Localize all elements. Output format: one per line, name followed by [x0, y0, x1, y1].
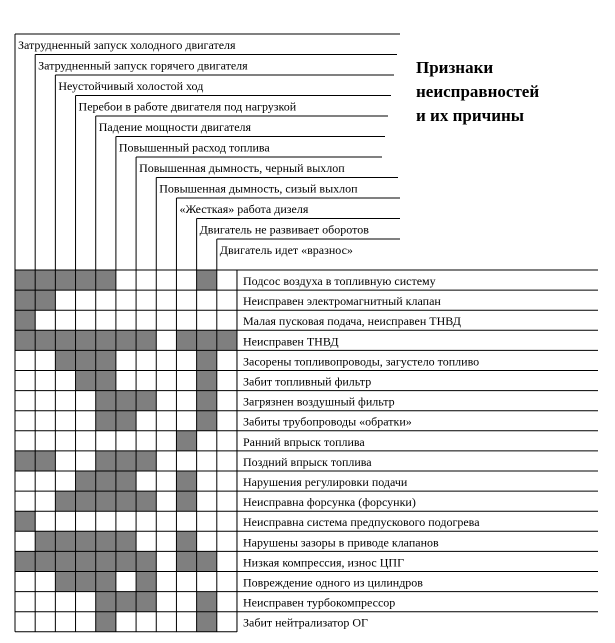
symptom-label: Двигатель идет «вразнос» [219, 243, 353, 257]
matrix-cell-filled [15, 290, 35, 310]
matrix-cell-filled [35, 330, 55, 350]
matrix-cell-filled [176, 431, 196, 451]
matrix-cell-filled [55, 531, 75, 551]
matrix-cell-filled [76, 491, 96, 511]
matrix-cell-filled [116, 531, 136, 551]
matrix-cell-filled [55, 572, 75, 592]
matrix-cell-filled [96, 572, 116, 592]
matrix-cell-filled [76, 371, 96, 391]
title-line-1: Признаки [416, 58, 494, 77]
symptom-label: Двигатель не развивает оборотов [199, 222, 369, 237]
matrix-cell-filled [197, 330, 217, 350]
symptom-label: Затрудненный запуск горячего двигателя [38, 58, 248, 73]
matrix-cell-filled [15, 511, 35, 531]
matrix-cell-filled [176, 531, 196, 551]
cause-label: Малая пусковая подача, неисправен ТНВД [243, 314, 461, 329]
matrix-cell-filled [136, 491, 156, 511]
matrix-cell-filled [116, 391, 136, 411]
matrix-cell-filled [116, 471, 136, 491]
matrix-cell-filled [96, 531, 116, 551]
matrix-cell-filled [96, 451, 116, 471]
matrix-cell-filled [35, 270, 55, 290]
matrix-cell-filled [35, 451, 55, 471]
cause-label: Подсос воздуха в топливную систему [243, 274, 436, 288]
matrix-cell-filled [15, 310, 35, 330]
matrix-cell-filled [96, 491, 116, 511]
matrix-cell-filled [96, 391, 116, 411]
matrix-cell-filled [197, 551, 217, 571]
matrix-cell-filled [96, 471, 116, 491]
matrix-cell-filled [116, 330, 136, 350]
matrix-cell-filled [96, 411, 116, 431]
matrix-cell-filled [55, 551, 75, 571]
matrix-cell-filled [96, 592, 116, 612]
matrix-cell-filled [96, 330, 116, 350]
symptom-label: Повышенная дымность, черный выхлоп [139, 161, 345, 175]
matrix-cell-filled [136, 330, 156, 350]
matrix-cell-filled [15, 270, 35, 290]
matrix-cell-filled [96, 350, 116, 370]
matrix-cell-filled [15, 451, 35, 471]
cause-label: Нарушения регулировки подачи [243, 475, 408, 489]
matrix-cell-filled [35, 531, 55, 551]
matrix-cell-filled [35, 551, 55, 571]
cause-label: Загрязнен воздушный фильтр [243, 394, 395, 409]
matrix-cell-filled [176, 491, 196, 511]
matrix-cell-filled [136, 572, 156, 592]
cause-label: Неисправен турбокомпрессор [243, 595, 396, 610]
matrix-cell-filled [197, 391, 217, 411]
matrix-cell-filled [55, 270, 75, 290]
matrix-cell-filled [116, 551, 136, 571]
matrix-cell-filled [96, 270, 116, 290]
matrix-cell-filled [176, 551, 196, 571]
symptom-label: Повышенный расход топлива [118, 140, 270, 155]
matrix-cell-filled [76, 551, 96, 571]
symptom-label: Повышенная дымность, сизый выхлоп [159, 181, 358, 196]
cause-label: Ранний впрыск топлива [243, 434, 365, 449]
matrix-cell-filled [217, 330, 237, 350]
matrix-cell-filled [35, 290, 55, 310]
matrix-cell-filled [76, 330, 96, 350]
matrix-cell-filled [76, 270, 96, 290]
cause-label: Неисправен электромагнитный клапан [243, 294, 441, 309]
matrix-cell-filled [15, 330, 35, 350]
cause-label: Засорены топливопроводы, загустело топливо [243, 354, 480, 369]
cause-label: Забит нейтрализатор ОГ [243, 615, 368, 630]
matrix-cell-filled [197, 350, 217, 370]
matrix-cell-filled [197, 592, 217, 612]
matrix-cell-filled [176, 471, 196, 491]
cause-label: Поздний впрыск топлива [243, 454, 372, 469]
matrix-cell-filled [136, 391, 156, 411]
symptom-label: Неустойчивый холостой ход [58, 79, 204, 93]
matrix-cell-filled [116, 411, 136, 431]
matrix-cell-filled [55, 350, 75, 370]
matrix-cell-filled [136, 592, 156, 612]
matrix-cell-filled [116, 451, 136, 471]
symptom-label: Перебои в работе двигателя под нагрузкой [78, 99, 297, 114]
matrix-cell-filled [76, 350, 96, 370]
matrix-cell-filled [76, 471, 96, 491]
matrix-cell-filled [136, 551, 156, 571]
matrix-cell-filled [76, 572, 96, 592]
cause-label: Забиты трубопроводы «обратки» [243, 414, 412, 429]
symptom-label: Затрудненный запуск холодного двигателя [18, 38, 236, 52]
matrix-cell-filled [176, 330, 196, 350]
symptom-label: «Жесткая» работа дизеля [179, 202, 309, 216]
title-line-2: неисправностей [416, 82, 540, 101]
matrix-cell-filled [55, 330, 75, 350]
cause-label: Забит топливный фильтр [243, 374, 372, 389]
matrix-cell-filled [197, 270, 217, 290]
matrix-cell-filled [116, 592, 136, 612]
matrix-cell-filled [76, 531, 96, 551]
matrix-cell-filled [197, 371, 217, 391]
matrix-cell-filled [96, 612, 116, 632]
matrix-cell-filled [96, 551, 116, 571]
matrix-cell-filled [136, 451, 156, 471]
matrix-cell-filled [197, 612, 217, 632]
cause-label: Низкая компрессия, износ ЦПГ [243, 555, 405, 570]
cause-label: Повреждение одного из цилиндров [243, 575, 423, 590]
cause-label: Неисправна форсунка (форсунки) [243, 495, 416, 510]
cause-label: Неисправен ТНВД [243, 334, 339, 349]
title-line-3: и их причины [416, 106, 525, 125]
matrix-cell-filled [55, 491, 75, 511]
matrix-cell-filled [116, 491, 136, 511]
cause-label: Неисправна система предпускового подогрева [243, 515, 480, 530]
matrix-cell-filled [15, 551, 35, 571]
symptom-label: Падение мощности двигателя [98, 120, 252, 134]
matrix-cell-filled [96, 371, 116, 391]
matrix-cell-filled [197, 411, 217, 431]
cause-label: Нарушены зазоры в приводе клапанов [243, 535, 439, 550]
